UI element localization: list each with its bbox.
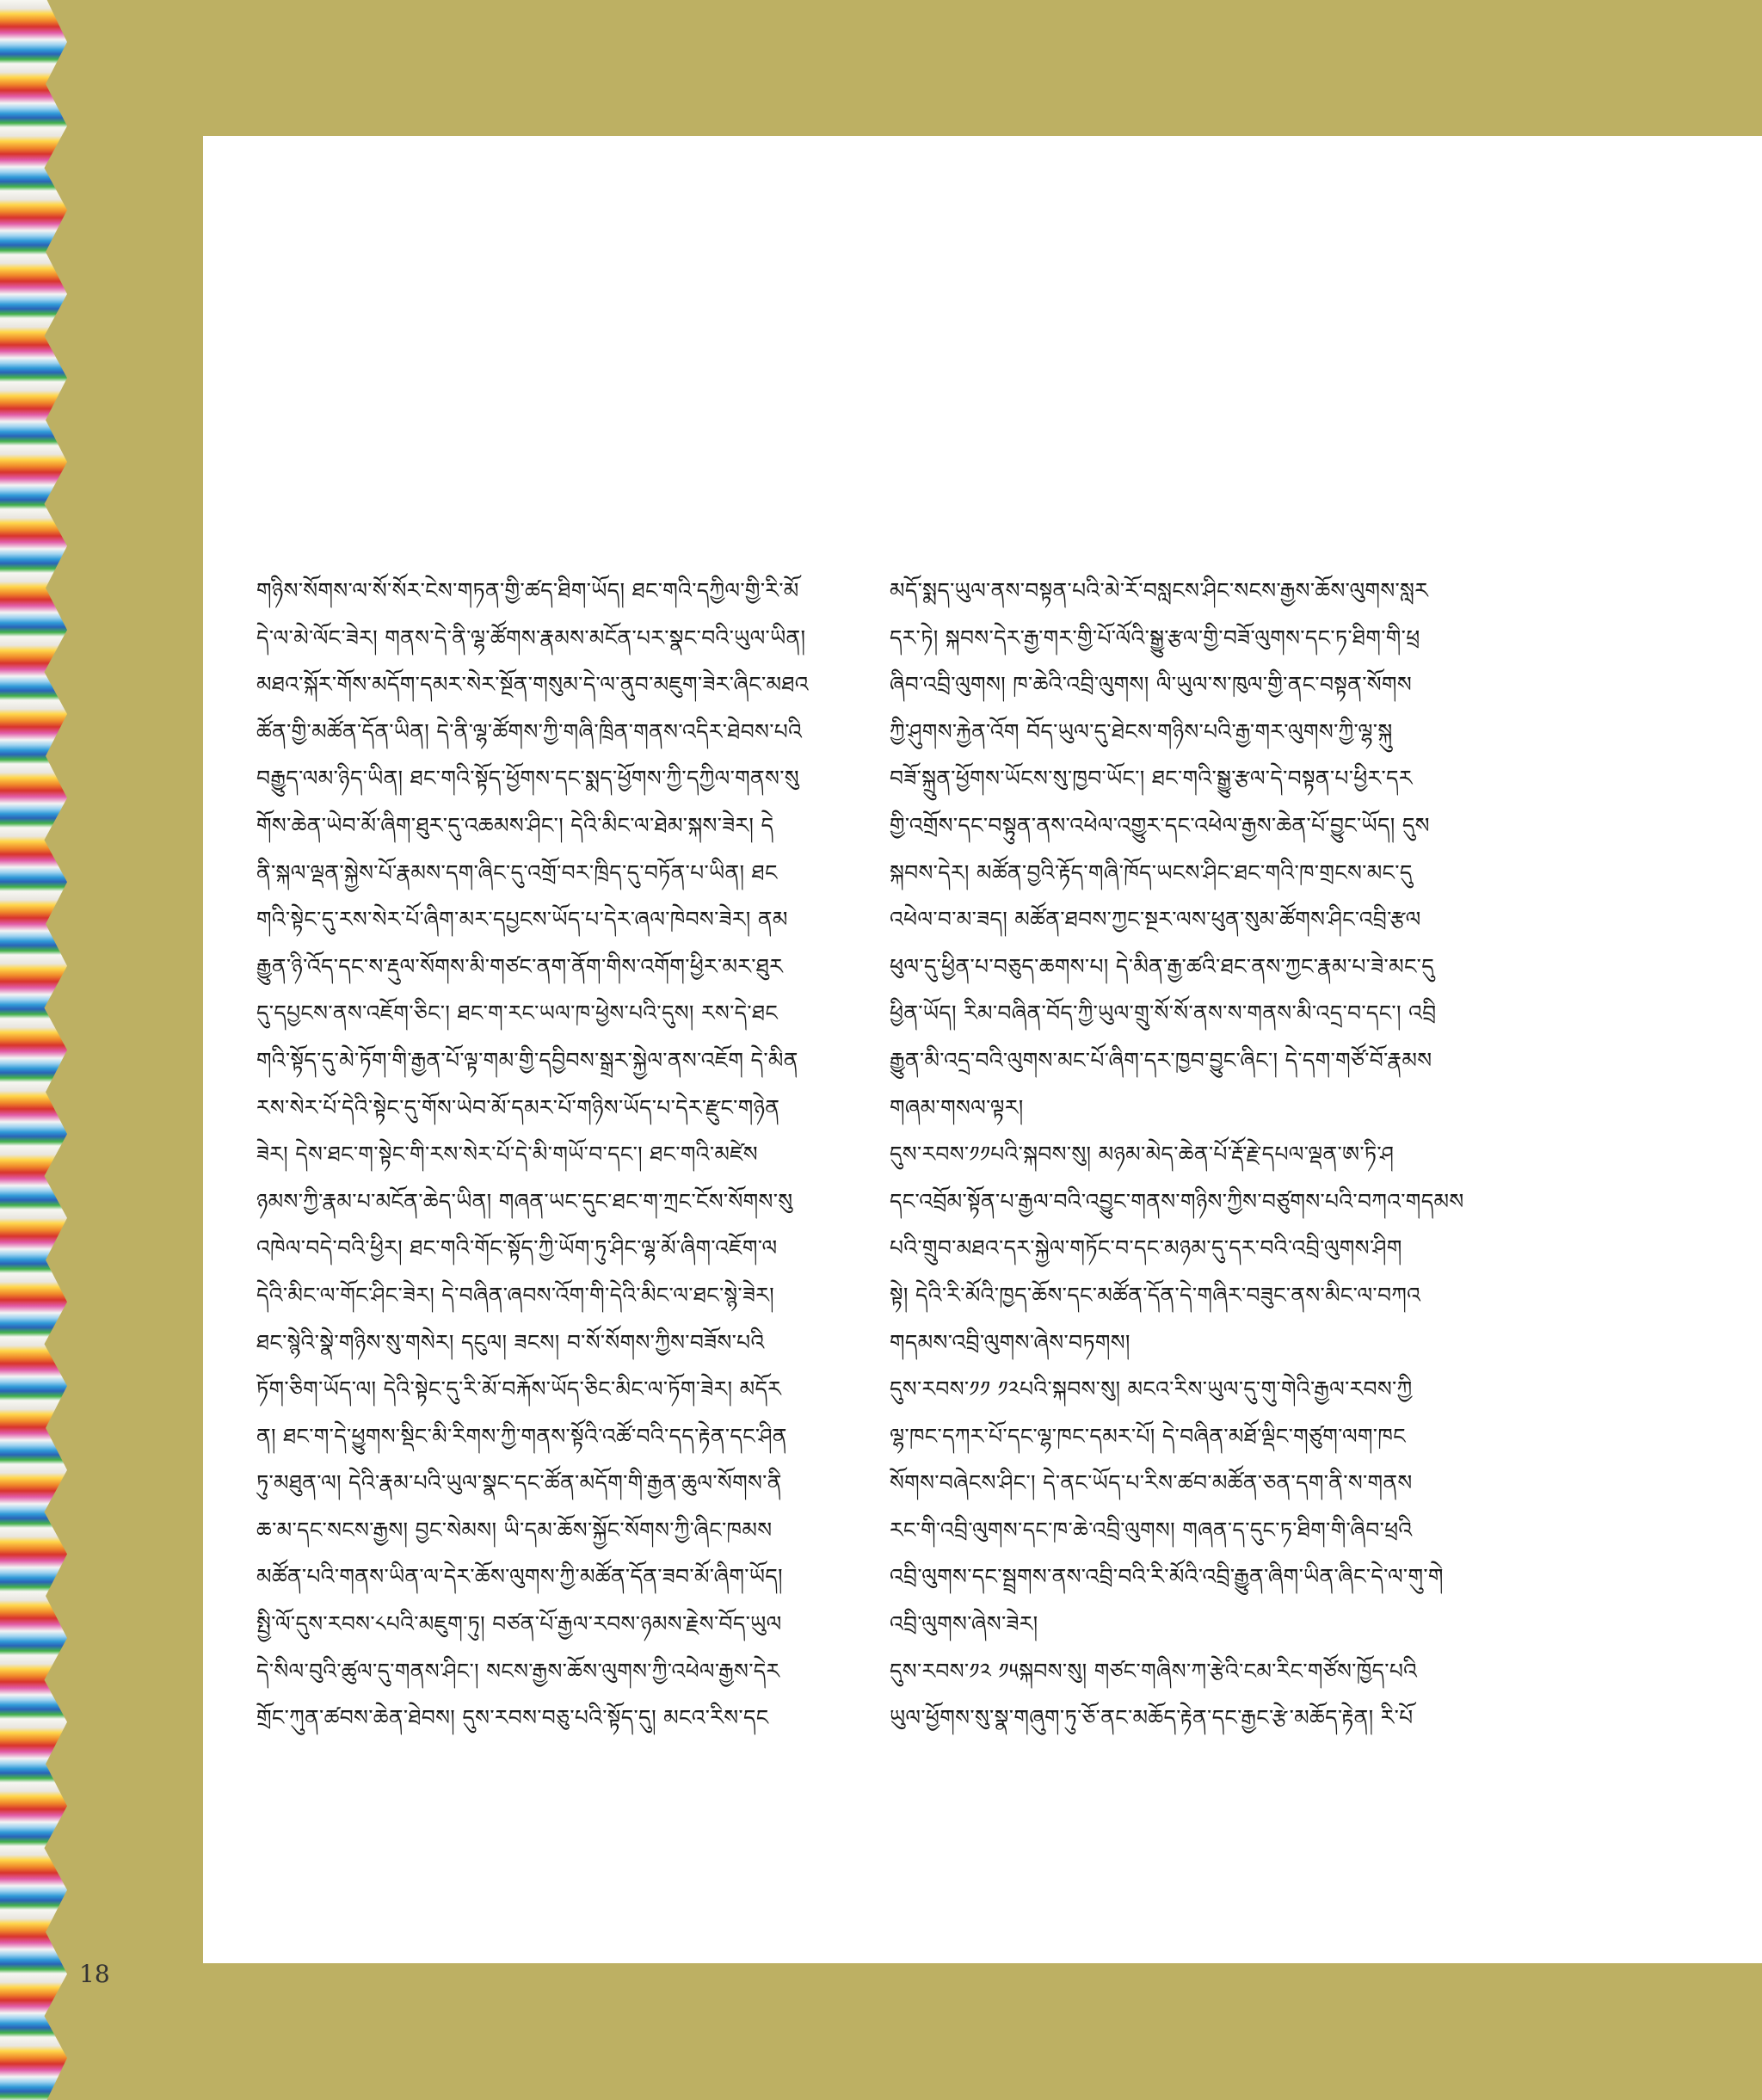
decorative-edge-strip bbox=[0, 0, 67, 2100]
text-line: གའི་སྟེང་དུ་རས་སེར་པོ་ཞིག་མར་དཔྱངས་ཡོད་པ་དེར་ཞལ་ཁེབས་ཟེར། ནམ bbox=[256, 907, 788, 933]
page-number: 18 bbox=[79, 1960, 110, 1988]
text-line: དང་འབྲོམ་སྟོན་པ་རྒྱལ་བའི་འབྱུང་གནས་གཉིས་ཀྱིས་བཙུགས་པའི་བཀའ་གདམས bbox=[890, 1188, 1464, 1214]
text-line: དུས་རབས་༡༢ ༡༥སྐབས་སུ། གཙང་གཞིས་ཀ་རྩེའི་ངམ་རིང་གཙོས་ཁྱོད་པའི bbox=[890, 1658, 1418, 1684]
text-line: དེའི་མིང་ལ་གོང་ཤིང་ཟེར། དེ་བཞིན་ཞབས་འོག་གི་དེའི་མིང་ལ་ཐང་སྙེ་ཟེར། bbox=[256, 1282, 774, 1308]
text-line: ནི་སྐལ་ལྡན་སྐྱེས་པོ་རྣམས་དག་ཞིང་དུ་འགྲོ་བར་ཁྲིད་དུ་བཏོན་པ་ཡིན། ཐང bbox=[256, 859, 778, 885]
text-line: རས་སེར་པོ་དེའི་སྟེང་དུ་གོས་ཡེབ་མོ་དམར་པོ་གཉིས་ཡོད་པ་དེར་རྫུང་གཉེན bbox=[256, 1094, 780, 1120]
text-line: འབྲི་ལུགས་ཞེས་ཟེར། bbox=[890, 1611, 1038, 1637]
text-line: རྒྱུན་མི་འདྲ་བའི་ལུགས་མང་པོ་ཞིག་དར་ཁྱབ་བྱུང་ཞིང་། དེ་དག་གཙོ་བོ་རྣམས bbox=[890, 1047, 1432, 1073]
text-line: རང་གི་འབྲི་ལུགས་དང་ཁ་ཆེ་འབྲི་ལུགས། གཞན་ད་དུང་ཏ་ཐིག་གི་ཞིབ་ཕྲའི bbox=[890, 1517, 1413, 1543]
text-line: ཐང་སྙེའི་སྣེ་གཉིས་སུ་གསེར། དངུལ། ཟངས། བ་སོ་སོགས་ཀྱིས་བཟོས་པའི bbox=[256, 1329, 765, 1355]
text-line: ཡུལ་ཕྱོགས་སུ་སྣ་གཞུག་ཏུ་ཅོ་ནང་མཆོད་རྟེན་དང་རྒྱང་རྩེ་མཆོད་རྟེན། རི་པོ bbox=[890, 1705, 1414, 1731]
text-line: ཟེར། དེས་ཐང་ག་སྟེང་གི་རས་སེར་པོ་དེ་མི་གཡོ་བ་དང་། ཐང་གའི་མཛེས bbox=[256, 1142, 758, 1167]
text-line: དར་ཏེ། སྐབས་དེར་རྒྱ་གར་གྱི་པོ་ལོའི་སྒྱུ་རྩལ་གྱི་བཟོ་ལུགས་དང་ཏ་ཐིག་གི་ཕྲ bbox=[890, 625, 1420, 650]
text-line: ན། ཐང་ག་དེ་ཕྱུགས་སྡིང་མི་རིགས་ཀྱི་གནས་སྟོའི་འཚོ་བའི་དད་རྟེན་དང་ཤིན bbox=[256, 1423, 787, 1449]
text-line: སོགས་བཞེངས་ཤིང་། དེ་ནང་ཡོད་པ་རིས་ཚབ་མཚོན་ཅན་དག་ནི་ས་གནས bbox=[890, 1470, 1413, 1496]
text-line: དུས་རབས་༡༡ ༡༢པའི་སྐབས་སུ། མངའ་རིས་ཡུལ་དུ་གུ་གེའི་རྒྱལ་རབས་ཀྱི bbox=[890, 1376, 1413, 1402]
text-line: བཟོ་སྐྲུན་ཕྱོགས་ཡོངས་སུ་ཁྱབ་ཡོང་། ཐང་གའི་སྒྱུ་རྩལ་དེ་བསྟན་པ་ཕྱིར་དར bbox=[890, 766, 1413, 791]
text-line: གའི་སྟོད་དུ་མེ་ཏོག་གི་རྒྱན་པོ་ལྟ་གམ་གྱི་དབྱིབས་སྒྲར་སྐྱེལ་ནས་འཇོག དེ་མིན bbox=[256, 1047, 798, 1073]
text-line: སྐབས་དེར། མཚོན་བྱའི་རྟོད་གཞི་ཁོད་ཡངས་ཤིང་ཐང་གའི་ཁ་གྲངས་མང་དུ bbox=[890, 859, 1413, 885]
text-line: གཉིས་སོགས་ལ་སོ་སོར་ངེས་གཏན་གྱི་ཚད་ཐིག་ཡོད། ཐང་གའི་དཀྱིལ་གྱི་རི་མོ bbox=[256, 578, 799, 603]
text-line: འཁེལ་བདེ་བའི་ཕྱིར། ཐང་གའི་གོང་སྟོད་ཀྱི་ཡོག་ཏུ་ཤིང་ལྷ་མོ་ཞིག་འཇོག་ལ bbox=[256, 1235, 778, 1261]
text-line: གོས་ཆེན་ཡེབ་མོ་ཞིག་ཐུར་དུ་འཆམས་ཤིང་། དེའི་མིང་ལ་ཐེམ་སྐས་ཟེར། དེ bbox=[256, 812, 774, 838]
text-line: ཕྱིན་ཡོད། རིམ་བཞིན་བོད་ཀྱི་ཡུལ་གྲུ་སོ་སོ་ནས་ས་གནས་མི་འདྲ་བ་དང་། འབྲི bbox=[890, 1001, 1437, 1026]
text-line: ཞིབ་འབྲི་ལུགས། ཁ་ཆེའི་འབྲི་ལུགས། ལི་ཡུལ་ས་ཁུལ་གྱི་ནང་བསྟན་སོགས bbox=[890, 672, 1412, 698]
text-line: འཕེལ་བ་མ་ཟད། མཚོན་ཐབས་ཀྱང་སྔར་ལས་ཕུན་སུམ་ཚོགས་ཤིང་འབྲི་རྩལ bbox=[890, 907, 1421, 933]
text-line: པའི་གྲུབ་མཐའ་དར་སྐྱེལ་གཏོང་བ་དང་མཉམ་དུ་དར་བའི་འབྲི་ལུགས་ཤིག bbox=[890, 1235, 1402, 1261]
text-line: སྟེ། དེའི་རི་མོའི་ཁྱད་ཆོས་དང་མཚོན་དོན་དེ་གཞིར་བཟུང་ནས་མིང་ལ་བཀའ bbox=[890, 1282, 1421, 1308]
text-line: ཚོན་གྱི་མཚོན་དོན་ཡིན། དེ་ནི་ལྷ་ཚོགས་ཀྱི་གཞི་ཁྲིན་གནས་འདིར་ཐེབས་པའི bbox=[256, 718, 803, 744]
text-line: ཏུ་མཐུན་ལ། དེའི་རྣམ་པའི་ཡུལ་སྣང་དང་ཚོན་མདོག་གི་རྒྱན་ཆུལ་སོགས་ནི bbox=[256, 1470, 782, 1496]
text-line: གཞམ་གསལ་ལྟར། bbox=[890, 1094, 1024, 1120]
text-line: དུ་དཔྱངས་ནས་འཇོག་ཅིང་། ཐང་ག་རང་ཡལ་ཁ་ཕྱེས་པའི་དུས། རས་དེ་ཐང bbox=[256, 1001, 779, 1026]
text-line: ཆ་མ་དང་སངས་རྒྱས། བྱང་སེམས། ཡི་དམ་ཆོས་སྐྱོང་སོགས་ཀྱི་ཞིང་ཁམས bbox=[256, 1517, 773, 1543]
text-line: གདམས་འབྲི་ལུགས་ཞེས་བཏགས། bbox=[890, 1329, 1131, 1355]
right-text-column bbox=[890, 568, 1475, 1742]
text-line: མཐའ་སྐོར་གོས་མདོག་དམར་སེར་སྔོན་གསུམ་དེ་ལ་ནུབ་མཇུག་ཟེར་ཞིང་མཐའ bbox=[256, 672, 809, 698]
text-line: མཚོན་པའི་གནས་ཡིན་ལ་དེར་ཆོས་ལུགས་ཀྱི་མཚོན་དོན་ཟབ་མོ་ཞིག་ཡོད། bbox=[256, 1564, 783, 1590]
text-line: རྒྱུན་ཉི་འོད་དང་ས་རྡུལ་སོགས་མི་གཙང་ནག་ནོག་གིས་འགོག་ཕྱིར་མར་ཐུར bbox=[256, 953, 784, 979]
text-line: གྱི་འགྲོས་དང་བསྟུན་ནས་འཕེལ་འགྱུར་དང་འཕེལ་རྒྱས་ཆེན་པོ་བྱུང་ཡོད། དུས bbox=[890, 812, 1430, 838]
text-line: ཀྱི་ཤུགས་རྐྱེན་འོག བོད་ཡུལ་དུ་ཐེངས་གཉིས་པའི་རྒྱ་གར་ལུགས་ཀྱི་ལྷ་སྐུ bbox=[890, 718, 1393, 744]
text-line: སྤྱི་ལོ་དུས་རབས་༨པའི་མཇུག་ཏུ། བཙན་པོ་རྒྱལ་རབས་ཉམས་རྗེས་བོད་ཡུལ bbox=[256, 1611, 782, 1637]
text-line: གྲོང་ཀུན་ཚབས་ཆེན་ཐེབས། དུས་རབས་བཅུ་པའི་སྟོད་དུ། མངའ་རིས་དང bbox=[256, 1705, 769, 1731]
text-line: མདོ་སྨད་ཡུལ་ནས་བསྟན་པའི་མེ་རོ་བསླངས་ཤིང་སངས་རྒྱས་ཆོས་ལུགས་སླར bbox=[890, 578, 1429, 603]
text-line: བརྒྱུད་ལམ་ཉིད་ཡིན། ཐང་གའི་སྟོད་ཕྱོགས་དང་སྨད་ཕྱོགས་ཀྱི་དཀྱིལ་གནས་སུ bbox=[256, 766, 799, 791]
text-line: ལྷ་ཁང་དཀར་པོ་དང་ལྷ་ཁང་དམར་པོ། དེ་བཞིན་མཐོ་ལྡིང་གཙུག་ལག་ཁང bbox=[890, 1423, 1406, 1449]
text-line: ཏོག་ཅིག་ཡོད་ལ། དེའི་སྟེང་དུ་རི་མོ་བརྐོས་ཡོད་ཅིང་མིང་ལ་ཏོག་ཟེར། མདོར bbox=[256, 1376, 782, 1402]
text-line: དེ་ལ་མེ་ལོང་ཟེར། གནས་དེ་ནི་ལྷ་ཚོགས་རྣམས་མངོན་པར་སྣང་བའི་ཡུལ་ཡིན། bbox=[256, 625, 806, 650]
left-text-column bbox=[256, 568, 841, 1742]
text-line: ཕུལ་དུ་ཕྱིན་པ་བཅུད་ཆགས་པ། དེ་མིན་རྒྱ་ཚའི་ཐང་ནས་ཀྱང་རྣམ་པ་ཟེ་མང་དུ bbox=[890, 953, 1434, 979]
text-line: དུས་རབས་༡༡པའི་སྐབས་སུ། མཉམ་མེད་ཆེན་པོ་རྡོ་རྗེ་དཔལ་ལྡན་ཨ་ཏི་ཤ bbox=[890, 1142, 1395, 1167]
text-line: ཉམས་ཀྱི་རྣམ་པ་མངོན་ཆེད་ཡིན། གཞན་ཡང་དུང་ཐང་ག་ཀྲང་ངོས་སོགས་སུ bbox=[256, 1188, 793, 1214]
text-line: འབྲི་ལུགས་དང་སྦྲགས་ནས་འབྲི་བའི་རི་མོའི་འབྲི་རྒྱུན་ཞིག་ཡིན་ཞིང་དེ་ལ་གུ་གེ bbox=[890, 1564, 1444, 1590]
text-line: དེ་སིལ་བུའི་ཚུལ་དུ་གནས་ཤིང་། སངས་རྒྱས་ཆོས་ལུགས་ཀྱི་འཕེལ་རྒྱས་དེར bbox=[256, 1658, 780, 1684]
